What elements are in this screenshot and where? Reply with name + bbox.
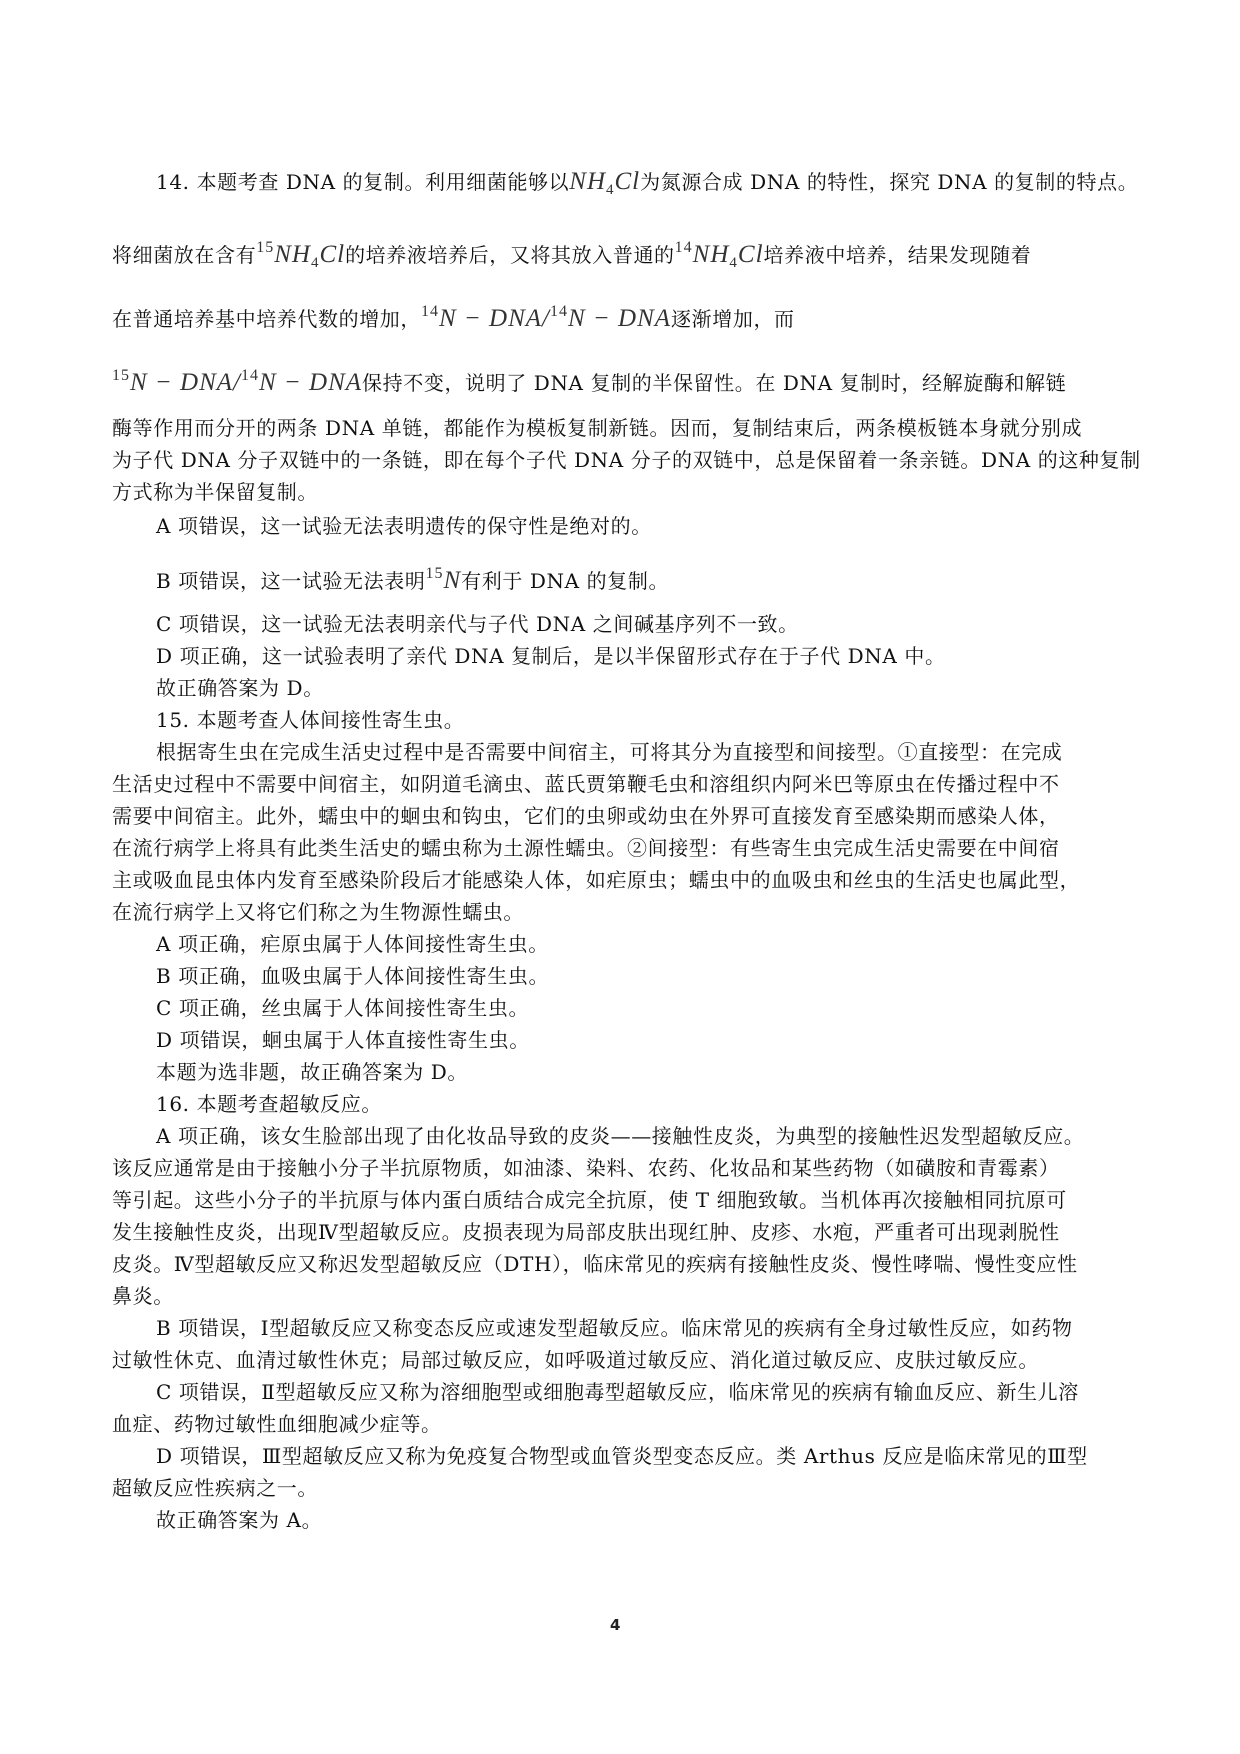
q14-line-6: 为子代 DNA 分子双链中的一条链，即在每个子代 DNA 分子的双链中，总是保留着一条亲链。DNA 的这种复制	[112, 448, 1141, 472]
q14-line-3	[112, 298, 795, 333]
q15-paragraph-line: 在流行病学上又将它们称之为生物源性蠕虫。	[112, 900, 524, 924]
q15-option-d: D 项错误，蛔虫属于人体直接性寄生虫。	[156, 1028, 530, 1052]
q14-line-4	[112, 362, 1066, 397]
q16-option-d-line: 超敏反应性疾病之一。	[112, 1476, 318, 1500]
q16-option-b-line: 过敏性休克、血清过敏性休克；局部过敏反应，如呼吸道过敏反应、消化道过敏反应、皮肤过敏反应。	[112, 1348, 1039, 1372]
text: 为氮源合成 DNA 的特性，探究 DNA 的复制的特点。	[640, 170, 1139, 194]
q16-option-c-line: 血症、药物过敏性血细胞减少症等。	[112, 1412, 442, 1436]
q14-option-d: D 项正确，这一试验表明了亲代 DNA 复制后，是以半保留形式存在于子代 DNA 中。	[156, 644, 946, 668]
q15-paragraph-line: 根据寄生虫在完成生活史过程中是否需要中间宿主，可将其分为直接型和间接型。①直接型：在完成	[156, 740, 1063, 764]
text: 将细菌放在含有	[112, 243, 257, 267]
q15-paragraph-line: 主或吸血昆虫体内发育至感染阶段后才能感染人体，如疟原虫；蠕虫中的血吸虫和丝虫的生活史也属此型，	[112, 868, 1081, 892]
q16-option-a-line: A 项正确，该女生脸部出现了由化妆品导致的皮炎——接触性皮炎，为典型的接触性迟发型超敏反应。	[156, 1124, 1085, 1148]
q14-line-5: 酶等作用而分开的两条 DNA 单链，都能作为模板复制新链。因而，复制结束后，两条模板链本身就分别成	[112, 416, 1083, 440]
formula-15n: $^{15}$N	[425, 565, 462, 594]
q16-option-a-line: 发生接触性皮炎，出现Ⅳ型超敏反应。皮损表现为局部皮肤出现红肿、皮疹、水疱，严重者可出现剥脱性	[112, 1220, 1060, 1244]
q14-answer: 故正确答案为 D。	[156, 676, 324, 700]
q14-option-b: B 项错误，这一试验无法表明$^{15}$N有利于 DNA 的复制。	[156, 565, 670, 594]
q14-option-c: C 项错误，这一试验无法表明亲代与子代 DNA 之间碱基序列不一致。	[156, 612, 799, 636]
q15-option-a: A 项正确，疟原虫属于人体间接性寄生虫。	[156, 932, 549, 956]
formula-15n-dna-ratio: $^{15}$N − DNA/$^{14}$N − DNA	[112, 367, 363, 396]
q16-option-c-line: C 项错误，Ⅱ型超敏反应又称为溶细胞型或细胞毒型超敏反应，临床常见的疾病有输血反应、新生儿溶	[156, 1380, 1079, 1404]
q15-option-c: C 项正确，丝虫属于人体间接性寄生虫。	[156, 996, 530, 1020]
text: 保持不变，说明了 DNA 复制的半保留性。在 DNA 复制时，经解旋酶和解链	[362, 371, 1067, 395]
text: 培养液中培养，结果发现随着	[763, 243, 1032, 267]
formula-14n-dna-ratio: $^{14}$N − DNA/$^{14}$N − DNA	[421, 303, 672, 332]
text: 在普通培养基中培养代数的增加，	[112, 307, 421, 331]
q14-intro-line	[156, 168, 1138, 204]
text: 14. 本题考查 DNA 的复制。利用细菌能够以	[156, 170, 570, 194]
q16-option-d-line: D 项错误，Ⅲ型超敏反应又称为免疫复合物型或血管炎型变态反应。类 Arthus 反应是临床常见的Ⅲ型	[156, 1444, 1088, 1468]
q15-paragraph-line: 需要中间宿主。此外，蠕虫中的蛔虫和钩虫，它们的虫卵或幼虫在外界可直接发育至感染期而感染人体，	[112, 804, 1060, 828]
q14-option-a: A 项错误，这一试验无法表明遗传的保守性是绝对的。	[156, 514, 652, 538]
q15-option-b: B 项正确，血吸虫属于人体间接性寄生虫。	[156, 964, 550, 988]
q14-line-7: 方式称为半保留复制。	[112, 480, 318, 504]
q16-option-a-line: 等引起。这些小分子的半抗原与体内蛋白质结合成完全抗原，使 T 细胞致敏。当机体再次接触相同抗原可	[112, 1188, 1067, 1212]
q16-title: 16. 本题考查超敏反应。	[156, 1092, 382, 1116]
q16-option-a-line: 皮炎。Ⅳ型超敏反应又称迟发型超敏反应（DTH），临床常见的疾病有接触性皮炎、慢性哮喘、慢性变应性	[112, 1252, 1078, 1276]
q16-option-a-line: 该反应通常是由于接触小分子半抗原物质，如油漆、染料、农药、化妆品和某些药物（如磺胺和青霉素）	[112, 1156, 1060, 1180]
text: 的培养液培养后，又将其放入普通的	[345, 243, 675, 267]
text: 逐渐增加，而	[671, 307, 795, 331]
q15-title: 15. 本题考查人体间接性寄生虫。	[156, 708, 465, 732]
q15-paragraph-line: 生活史过程中不需要中间宿主，如阴道毛滴虫、蓝氏贾第鞭毛虫和溶组织内阿米巴等原虫在传播过程中不	[112, 772, 1060, 796]
formula-15nh4cl: $^{15}NH_4Cl$	[256, 239, 346, 271]
q16-answer: 故正确答案为 A。	[156, 1508, 323, 1532]
page-number: 4	[610, 1616, 621, 1634]
q16-option-a-line: 鼻炎。	[112, 1284, 174, 1308]
q14-line-2	[112, 234, 1031, 277]
formula-nh4cl: $NH_4Cl$	[569, 168, 641, 198]
formula-14nh4cl: $^{14}NH_4Cl$	[674, 239, 764, 271]
q16-option-b-line: B 项错误，Ⅰ型超敏反应又称变态反应或速发型超敏反应。临床常见的疾病有全身过敏性反应，如药物	[156, 1316, 1073, 1340]
q15-paragraph-line: 在流行病学上将具有此类生活史的蠕虫称为土源性蠕虫。②间接型：有些寄生虫完成生活史需要在中间宿	[112, 836, 1060, 860]
q15-answer: 本题为选非题，故正确答案为 D。	[156, 1060, 468, 1084]
